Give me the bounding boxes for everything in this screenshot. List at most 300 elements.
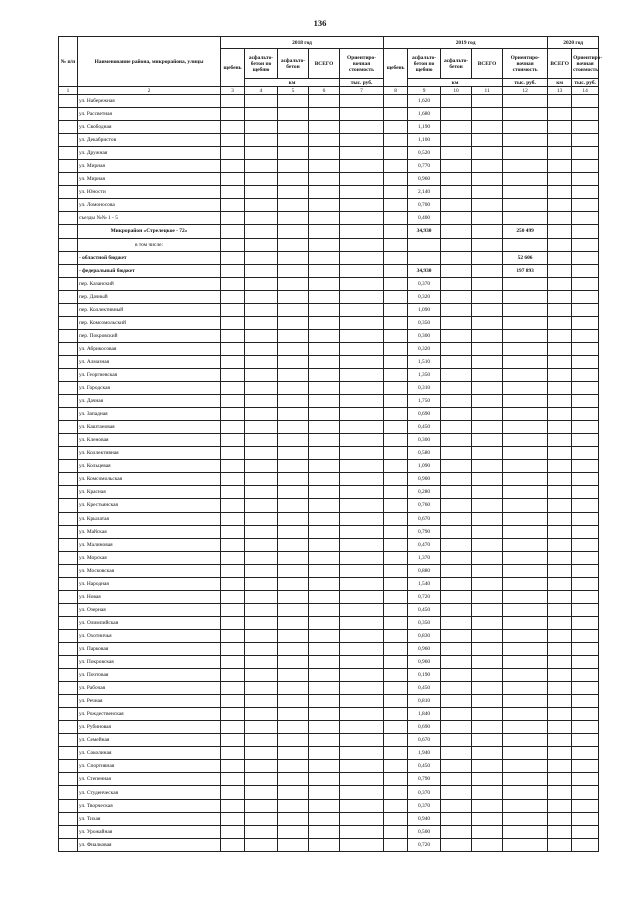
- column-header-number: № п/п: [59, 37, 78, 87]
- length-km-2019: 0,280: [408, 486, 441, 499]
- empty-cell: [572, 421, 599, 434]
- empty-cell: [278, 303, 309, 316]
- empty-cell: [278, 460, 309, 473]
- empty-cell: [503, 473, 548, 486]
- empty-cell: [221, 408, 245, 421]
- empty-cell: [221, 695, 245, 708]
- empty-cell: [441, 290, 472, 303]
- empty-cell: [59, 355, 78, 368]
- empty-cell: [340, 669, 384, 682]
- empty-cell: [441, 134, 472, 147]
- empty-cell: [245, 486, 278, 499]
- empty-cell: [572, 147, 599, 160]
- empty-cell: [309, 525, 340, 538]
- empty-cell: [59, 734, 78, 747]
- empty-cell: [441, 656, 472, 669]
- empty-cell: [340, 695, 384, 708]
- empty-cell: [59, 838, 78, 851]
- empty-cell: [472, 225, 503, 238]
- empty-cell: [245, 121, 278, 134]
- empty-cell: [572, 486, 599, 499]
- street-name: ул. Парковая: [78, 642, 221, 655]
- empty-cell: [340, 773, 384, 786]
- street-name: ул. Ломоносова: [78, 199, 221, 212]
- empty-cell: [503, 590, 548, 603]
- empty-cell: [472, 682, 503, 695]
- empty-cell: [340, 199, 384, 212]
- empty-cell: [309, 316, 340, 329]
- empty-cell: [572, 838, 599, 851]
- unit-km-2020: км: [548, 79, 572, 87]
- empty-cell: [441, 434, 472, 447]
- empty-cell: [441, 316, 472, 329]
- empty-cell: [340, 721, 384, 734]
- empty-cell: [245, 395, 278, 408]
- empty-cell: [572, 316, 599, 329]
- empty-cell: [472, 786, 503, 799]
- empty-cell: [59, 95, 78, 108]
- empty-cell: [441, 382, 472, 395]
- table-row: [59, 629, 599, 642]
- street-name: в том числе:: [78, 238, 221, 251]
- empty-cell: [340, 147, 384, 160]
- table-row: [59, 525, 599, 538]
- street-name: ул. Почтовая: [78, 669, 221, 682]
- empty-cell: [245, 212, 278, 225]
- empty-cell: [245, 825, 278, 838]
- empty-cell: [221, 395, 245, 408]
- empty-cell: [472, 486, 503, 499]
- empty-cell: [340, 368, 384, 381]
- empty-cell: [503, 629, 548, 642]
- empty-cell: [503, 186, 548, 199]
- empty-cell: [278, 108, 309, 121]
- empty-cell: [340, 108, 384, 121]
- table-row: [59, 656, 599, 669]
- empty-cell: [572, 251, 599, 264]
- street-name: ул. Кленовая: [78, 434, 221, 447]
- table-row: [59, 616, 599, 629]
- empty-cell: [384, 669, 408, 682]
- empty-cell: [441, 225, 472, 238]
- length-km-2019: 0,830: [408, 629, 441, 642]
- street-name: ул. Московская: [78, 564, 221, 577]
- empty-cell: [221, 199, 245, 212]
- empty-cell: [245, 408, 278, 421]
- empty-cell: [441, 590, 472, 603]
- empty-cell: [309, 721, 340, 734]
- empty-cell: [572, 238, 599, 251]
- table-row: [59, 251, 599, 264]
- length-km-2019: 0,320: [408, 290, 441, 303]
- empty-cell: [503, 434, 548, 447]
- street-name: ул. Покровская: [78, 656, 221, 669]
- empty-cell: [572, 212, 599, 225]
- empty-cell: [309, 238, 340, 251]
- empty-cell: [503, 642, 548, 655]
- length-km-2019: 1,620: [408, 95, 441, 108]
- empty-cell: [221, 251, 245, 264]
- street-name: ул. Дружная: [78, 147, 221, 160]
- street-name: ул. Морская: [78, 551, 221, 564]
- empty-cell: [278, 590, 309, 603]
- street-name: ул. Декабристов: [78, 134, 221, 147]
- empty-cell: [472, 355, 503, 368]
- empty-cell: [340, 408, 384, 421]
- street-name: ул. Западная: [78, 408, 221, 421]
- empty-cell: [309, 825, 340, 838]
- empty-cell: [221, 551, 245, 564]
- empty-cell: [384, 212, 408, 225]
- empty-cell: [548, 669, 572, 682]
- empty-cell: [278, 669, 309, 682]
- empty-cell: [503, 277, 548, 290]
- empty-cell: [503, 708, 548, 721]
- empty-cell: [503, 734, 548, 747]
- empty-cell: [59, 421, 78, 434]
- empty-cell: [384, 629, 408, 642]
- empty-cell: [503, 108, 548, 121]
- table-row: [59, 447, 599, 460]
- empty-cell: [221, 160, 245, 173]
- empty-cell: [309, 603, 340, 616]
- empty-cell: [548, 121, 572, 134]
- empty-cell: [384, 290, 408, 303]
- empty-cell: [340, 434, 384, 447]
- street-name: ул. Озерная: [78, 603, 221, 616]
- empty-cell: [441, 160, 472, 173]
- empty-cell: [245, 316, 278, 329]
- empty-cell: [340, 395, 384, 408]
- empty-cell: [472, 277, 503, 290]
- cost-2019: 197 893: [503, 264, 548, 277]
- table-row: [59, 786, 599, 799]
- empty-cell: [572, 186, 599, 199]
- empty-cell: [309, 473, 340, 486]
- empty-cell: [278, 447, 309, 460]
- empty-cell: [441, 708, 472, 721]
- empty-cell: [340, 121, 384, 134]
- empty-cell: [441, 682, 472, 695]
- empty-cell: [572, 473, 599, 486]
- empty-cell: [309, 160, 340, 173]
- empty-cell: [503, 212, 548, 225]
- table-row: [59, 355, 599, 368]
- empty-cell: [221, 734, 245, 747]
- empty-cell: [245, 669, 278, 682]
- table-row: [59, 747, 599, 760]
- empty-cell: [548, 538, 572, 551]
- table-row: [59, 121, 599, 134]
- table-row: [59, 603, 599, 616]
- empty-cell: [340, 551, 384, 564]
- empty-cell: [548, 277, 572, 290]
- empty-cell: [245, 199, 278, 212]
- empty-cell: [278, 434, 309, 447]
- empty-cell: [221, 329, 245, 342]
- empty-cell: [245, 460, 278, 473]
- empty-cell: [441, 499, 472, 512]
- empty-cell: [503, 499, 548, 512]
- empty-cell: [441, 669, 472, 682]
- empty-cell: [384, 656, 408, 669]
- empty-cell: [441, 421, 472, 434]
- empty-cell: [245, 277, 278, 290]
- empty-cell: [548, 264, 572, 277]
- empty-cell: [572, 382, 599, 395]
- street-name: ул. Охотничья: [78, 629, 221, 642]
- empty-cell: [278, 708, 309, 721]
- empty-cell: [548, 773, 572, 786]
- empty-cell: [245, 656, 278, 669]
- empty-cell: [384, 825, 408, 838]
- empty-cell: [548, 303, 572, 316]
- empty-cell: [221, 799, 245, 812]
- column-header-name: Наименование района, микрорайона, улицы: [78, 37, 221, 87]
- empty-cell: [441, 212, 472, 225]
- empty-cell: [548, 760, 572, 773]
- street-name: ул. Семейная: [78, 734, 221, 747]
- empty-cell: [572, 121, 599, 134]
- empty-cell: [548, 395, 572, 408]
- empty-cell: [503, 669, 548, 682]
- empty-cell: [548, 251, 572, 264]
- empty-cell: [221, 708, 245, 721]
- empty-cell: [340, 525, 384, 538]
- empty-cell: [503, 603, 548, 616]
- empty-cell: [472, 499, 503, 512]
- empty-cell: [245, 303, 278, 316]
- street-name: ул. Коллективная: [78, 447, 221, 460]
- empty-cell: [245, 773, 278, 786]
- empty-cell: [441, 825, 472, 838]
- empty-cell: [503, 303, 548, 316]
- length-km-2019: 1,190: [408, 121, 441, 134]
- empty-cell: [278, 342, 309, 355]
- street-name: - областной бюджет: [78, 251, 221, 264]
- empty-cell: [245, 173, 278, 186]
- empty-cell: [441, 577, 472, 590]
- empty-cell: [548, 421, 572, 434]
- table-row: [59, 473, 599, 486]
- empty-cell: [221, 773, 245, 786]
- empty-cell: [278, 160, 309, 173]
- length-km-2019: 0,300: [408, 329, 441, 342]
- empty-cell: [441, 786, 472, 799]
- empty-cell: [245, 786, 278, 799]
- column-group-2019: 2019 год: [384, 37, 548, 49]
- empty-cell: [278, 238, 309, 251]
- empty-cell: [441, 734, 472, 747]
- empty-cell: [59, 251, 78, 264]
- street-name: ул. Олимпийская: [78, 616, 221, 629]
- empty-cell: [278, 629, 309, 642]
- empty-cell: [572, 603, 599, 616]
- table-row: [59, 95, 599, 108]
- empty-cell: [572, 108, 599, 121]
- empty-cell: [278, 721, 309, 734]
- empty-cell: [572, 825, 599, 838]
- length-km-2019: 0,400: [408, 212, 441, 225]
- empty-cell: [472, 460, 503, 473]
- empty-cell: [503, 825, 548, 838]
- empty-cell: [278, 225, 309, 238]
- length-km-2019: 0,470: [408, 538, 441, 551]
- empty-cell: [548, 173, 572, 186]
- empty-cell: [384, 760, 408, 773]
- empty-cell: [472, 238, 503, 251]
- length-km-2019: 0,880: [408, 564, 441, 577]
- empty-cell: [472, 108, 503, 121]
- empty-cell: [340, 212, 384, 225]
- empty-cell: [340, 421, 384, 434]
- column-header-2019-gravel: щебень: [384, 49, 408, 87]
- empty-cell: [441, 486, 472, 499]
- street-name: ул. Фиалковая: [78, 838, 221, 851]
- empty-cell: [278, 616, 309, 629]
- empty-cell: [548, 329, 572, 342]
- table-row: [59, 395, 599, 408]
- empty-cell: [340, 616, 384, 629]
- empty-cell: [278, 186, 309, 199]
- empty-cell: [245, 499, 278, 512]
- empty-cell: [278, 277, 309, 290]
- length-km-2019: 1,540: [408, 577, 441, 590]
- empty-cell: [384, 734, 408, 747]
- empty-cell: [441, 95, 472, 108]
- empty-cell: [340, 564, 384, 577]
- empty-cell: [278, 408, 309, 421]
- empty-cell: [59, 682, 78, 695]
- empty-cell: [548, 408, 572, 421]
- empty-cell: [340, 342, 384, 355]
- empty-cell: [59, 669, 78, 682]
- length-km-2019: 1,090: [408, 460, 441, 473]
- column-number: 4: [245, 87, 278, 95]
- table-row: [59, 277, 599, 290]
- empty-cell: [245, 564, 278, 577]
- empty-cell: [572, 395, 599, 408]
- length-km-2019: 0,350: [408, 616, 441, 629]
- empty-cell: [340, 512, 384, 525]
- empty-cell: [278, 773, 309, 786]
- empty-cell: [548, 134, 572, 147]
- length-km-2019: 0,580: [408, 447, 441, 460]
- column-group-2020: 2020 год: [548, 37, 599, 49]
- empty-cell: [441, 264, 472, 277]
- empty-cell: [59, 121, 78, 134]
- empty-cell: [503, 160, 548, 173]
- empty-cell: [572, 590, 599, 603]
- empty-cell: [309, 669, 340, 682]
- empty-cell: [548, 642, 572, 655]
- empty-cell: [245, 342, 278, 355]
- empty-cell: [548, 473, 572, 486]
- empty-cell: [245, 590, 278, 603]
- empty-cell: [472, 147, 503, 160]
- empty-cell: [59, 708, 78, 721]
- empty-cell: [278, 121, 309, 134]
- empty-cell: [340, 760, 384, 773]
- empty-cell: [245, 134, 278, 147]
- empty-cell: [441, 473, 472, 486]
- table-row: [59, 812, 599, 825]
- table-row: [59, 564, 599, 577]
- empty-cell: [548, 747, 572, 760]
- empty-cell: [384, 395, 408, 408]
- empty-cell: [384, 95, 408, 108]
- empty-cell: [59, 447, 78, 460]
- column-header-2019-asphalt: асфальто-бетон: [441, 49, 472, 79]
- empty-cell: [503, 355, 548, 368]
- empty-cell: [572, 760, 599, 773]
- empty-cell: [472, 186, 503, 199]
- empty-cell: [245, 329, 278, 342]
- empty-cell: [572, 303, 599, 316]
- empty-cell: [59, 147, 78, 160]
- street-name: ул. Каштановая: [78, 421, 221, 434]
- empty-cell: [441, 695, 472, 708]
- empty-cell: [59, 616, 78, 629]
- street-name: ул. Рождественская: [78, 708, 221, 721]
- empty-cell: [59, 160, 78, 173]
- empty-cell: [572, 342, 599, 355]
- empty-cell: [472, 773, 503, 786]
- empty-cell: [503, 747, 548, 760]
- empty-cell: [340, 382, 384, 395]
- empty-cell: [278, 316, 309, 329]
- empty-cell: [384, 564, 408, 577]
- empty-cell: [59, 316, 78, 329]
- empty-cell: [221, 212, 245, 225]
- empty-cell: [340, 447, 384, 460]
- length-km-2019: 1,370: [408, 551, 441, 564]
- length-km-2019: 0,450: [408, 603, 441, 616]
- table-row: [59, 421, 599, 434]
- column-number: 13: [548, 87, 572, 95]
- empty-cell: [503, 460, 548, 473]
- empty-cell: [221, 721, 245, 734]
- table-row: [59, 368, 599, 381]
- empty-cell: [384, 551, 408, 564]
- street-name: ул. Майская: [78, 525, 221, 538]
- empty-cell: [384, 199, 408, 212]
- empty-cell: [503, 616, 548, 629]
- column-group-2018: 2018 год: [221, 37, 384, 49]
- empty-cell: [441, 329, 472, 342]
- empty-cell: [472, 721, 503, 734]
- empty-cell: [503, 134, 548, 147]
- empty-cell: [472, 656, 503, 669]
- empty-cell: [245, 186, 278, 199]
- length-km-2019: 0,520: [408, 147, 441, 160]
- empty-cell: [384, 121, 408, 134]
- empty-cell: [309, 512, 340, 525]
- empty-cell: [309, 564, 340, 577]
- table-row: [59, 238, 599, 251]
- column-number: 12: [503, 87, 548, 95]
- table-row: [59, 499, 599, 512]
- empty-cell: [309, 551, 340, 564]
- street-name: пер. Комсомольский: [78, 316, 221, 329]
- empty-cell: [245, 382, 278, 395]
- empty-cell: [245, 368, 278, 381]
- length-km-2019: 1,350: [408, 368, 441, 381]
- empty-cell: [221, 277, 245, 290]
- empty-cell: [441, 368, 472, 381]
- length-km-2019: 0,690: [408, 721, 441, 734]
- empty-cell: [441, 629, 472, 642]
